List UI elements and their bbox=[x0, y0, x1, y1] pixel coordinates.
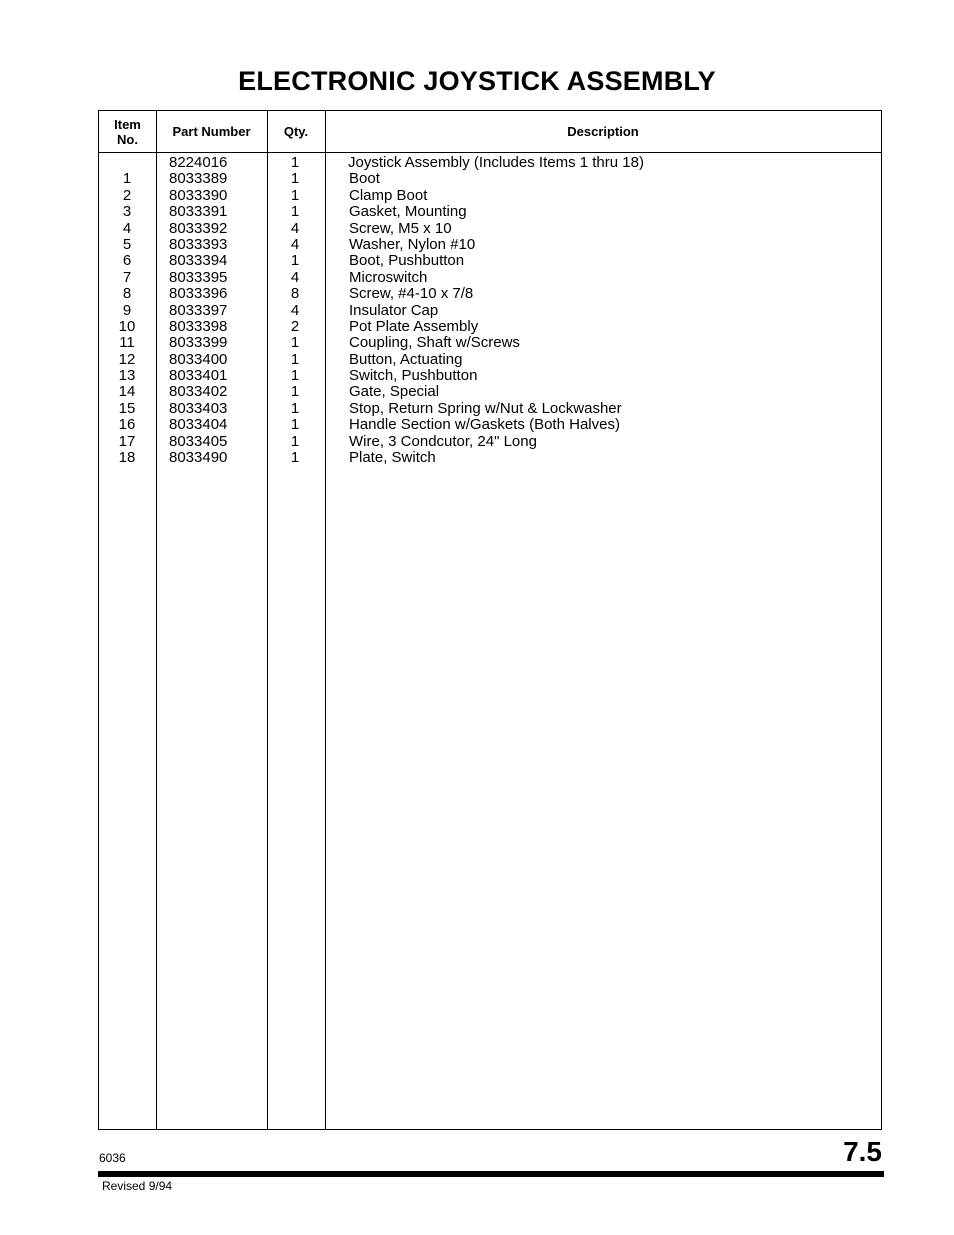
part-number-cell: 8033398 bbox=[169, 317, 228, 335]
header-part-number: Part Number bbox=[172, 124, 251, 139]
part-number-cell: 8033400 bbox=[169, 350, 228, 368]
item-number-cell: 10 bbox=[118, 317, 136, 335]
page-title: ELECTRONIC JOYSTICK ASSEMBLY bbox=[238, 66, 716, 96]
table-row bbox=[99, 253, 881, 269]
description-cell: Clamp Boot bbox=[349, 186, 428, 204]
table-row bbox=[99, 450, 881, 466]
table-row bbox=[99, 434, 881, 450]
table-row bbox=[99, 401, 881, 417]
revision-date: Revised 9/94 bbox=[102, 1179, 173, 1193]
table-body bbox=[99, 155, 881, 466]
table-row bbox=[99, 237, 881, 253]
item-number-cell: 3 bbox=[122, 203, 132, 221]
footer-rule bbox=[98, 1171, 884, 1177]
part-number-cell: 8033392 bbox=[169, 219, 228, 237]
item-number-cell: 11 bbox=[119, 334, 135, 352]
item-number-cell: 6 bbox=[122, 252, 132, 270]
table-row bbox=[99, 303, 881, 319]
item-number-cell: 9 bbox=[122, 301, 132, 319]
table-row bbox=[99, 384, 881, 400]
table-row bbox=[99, 352, 881, 368]
part-number-cell: 8033402 bbox=[169, 383, 228, 401]
qty-cell: 8 bbox=[290, 285, 300, 303]
part-number-cell: 8033391 bbox=[169, 203, 228, 221]
qty-cell: 1 bbox=[290, 432, 300, 450]
description-cell: Gate, Special bbox=[349, 383, 440, 401]
table-row bbox=[99, 286, 881, 302]
part-number-cell: 8033404 bbox=[169, 416, 228, 434]
description-cell: Screw, M5 x 10 bbox=[349, 219, 452, 237]
part-number-cell: 8033397 bbox=[169, 301, 228, 319]
qty-cell: 1 bbox=[290, 334, 300, 352]
description-cell: Pot Plate Assembly bbox=[349, 317, 479, 335]
description-cell: Microswitch bbox=[349, 268, 428, 286]
qty-cell: 4 bbox=[290, 235, 300, 253]
description-cell: Stop, Return Spring w/Nut & Lockwasher bbox=[349, 399, 622, 417]
qty-cell: 2 bbox=[290, 317, 300, 335]
table-row bbox=[99, 319, 881, 335]
header-item-no-line1: Item bbox=[114, 116, 141, 132]
part-number-cell: 8224016 bbox=[169, 154, 228, 171]
qty-cell: 1 bbox=[290, 203, 300, 221]
qty-cell: 1 bbox=[290, 416, 300, 434]
item-number-cell: 4 bbox=[122, 219, 132, 237]
qty-cell: 1 bbox=[290, 399, 300, 417]
qty-cell: 1 bbox=[290, 252, 300, 270]
part-number-cell: 8033399 bbox=[169, 334, 228, 352]
item-number-cell: 16 bbox=[118, 416, 136, 434]
item-number-cell: 14 bbox=[118, 383, 136, 401]
description-cell: Joystick Assembly (Includes Items 1 thru 18) bbox=[348, 154, 644, 171]
part-number-cell: 8033405 bbox=[169, 432, 228, 450]
parts-table bbox=[98, 110, 882, 1130]
qty-cell: 1 bbox=[290, 186, 300, 204]
qty-cell: 4 bbox=[290, 219, 300, 237]
header-item-no-line2: No. bbox=[117, 131, 138, 147]
description-cell: Plate, Switch bbox=[349, 449, 436, 467]
table-row bbox=[99, 368, 881, 384]
item-number-cell: 13 bbox=[118, 367, 136, 385]
qty-cell: 4 bbox=[290, 268, 300, 286]
description-cell: Gasket, Mounting bbox=[349, 203, 467, 221]
part-number-cell: 8033389 bbox=[169, 170, 228, 188]
qty-cell: 1 bbox=[290, 170, 300, 188]
item-number-cell: 2 bbox=[122, 186, 132, 204]
item-number-cell: 8 bbox=[122, 285, 132, 303]
part-number-cell: 8033390 bbox=[169, 186, 228, 204]
header-description: Description bbox=[567, 124, 639, 139]
qty-cell: 1 bbox=[290, 350, 300, 368]
item-number-cell: 5 bbox=[122, 235, 132, 253]
part-number-cell: 8033395 bbox=[169, 268, 228, 286]
description-cell: Button, Actuating bbox=[349, 350, 463, 368]
part-number-cell: 8033393 bbox=[169, 235, 228, 253]
part-number-cell: 8033403 bbox=[169, 399, 228, 417]
table-row bbox=[99, 270, 881, 286]
description-cell: Boot bbox=[349, 170, 380, 188]
header-item-no bbox=[99, 111, 156, 152]
table-row bbox=[99, 204, 881, 220]
table-row bbox=[99, 335, 881, 351]
item-number-cell: 15 bbox=[118, 399, 136, 417]
qty-cell: 1 bbox=[290, 367, 300, 385]
page-number: 7.5 bbox=[843, 1136, 882, 1167]
item-number-cell: 18 bbox=[118, 449, 136, 467]
table-row bbox=[99, 171, 881, 187]
item-number-cell: 17 bbox=[118, 432, 136, 450]
description-cell: Switch, Pushbutton bbox=[349, 367, 478, 385]
item-number-cell: 12 bbox=[118, 350, 136, 368]
item-number-cell: 1 bbox=[122, 170, 132, 188]
table-row bbox=[99, 221, 881, 237]
qty-cell: 1 bbox=[290, 383, 300, 401]
part-number-cell: 8033490 bbox=[169, 449, 228, 467]
table-row bbox=[99, 417, 881, 433]
qty-cell: 4 bbox=[290, 301, 300, 319]
header-divider bbox=[99, 152, 881, 153]
part-number-cell: 8033394 bbox=[169, 252, 228, 270]
item-number-cell: 7 bbox=[122, 268, 132, 286]
description-cell: Screw, #4-10 x 7/8 bbox=[349, 285, 474, 303]
description-cell: Boot, Pushbutton bbox=[349, 252, 465, 270]
description-cell: Wire, 3 Condcutor, 24" Long bbox=[349, 432, 537, 450]
header-qty: Qty. bbox=[283, 124, 309, 139]
description-cell: Washer, Nylon #10 bbox=[349, 235, 476, 253]
description-cell: Handle Section w/Gaskets (Both Halves) bbox=[349, 416, 620, 434]
qty-cell: 1 bbox=[290, 449, 300, 467]
description-cell: Insulator Cap bbox=[349, 301, 439, 319]
document-number: 6036 bbox=[99, 1151, 126, 1165]
part-number-cell: 8033401 bbox=[169, 367, 228, 385]
description-cell: Coupling, Shaft w/Screws bbox=[349, 334, 520, 352]
part-number-cell: 8033396 bbox=[169, 285, 228, 303]
qty-cell: 1 bbox=[290, 154, 300, 171]
table-row bbox=[99, 188, 881, 204]
table-row bbox=[99, 155, 881, 171]
